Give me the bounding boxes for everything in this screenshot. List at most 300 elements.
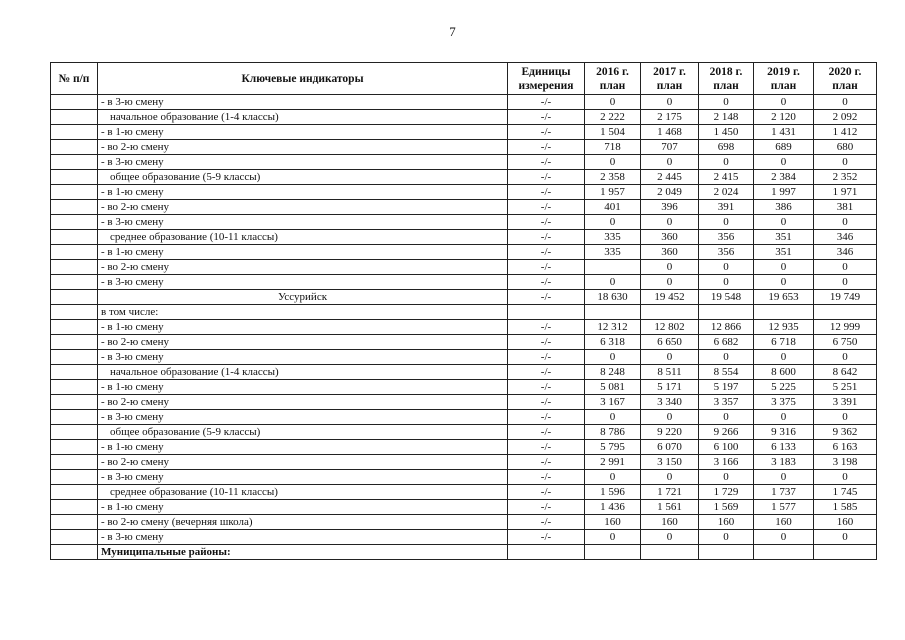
row-num-cell [51,485,98,500]
row-value-2016: 335 [585,230,641,245]
row-value-2017 [641,305,699,320]
row-value-2020: 19 749 [814,290,877,305]
row-value-2017: 0 [641,260,699,275]
header-year-2019 [754,63,814,95]
row-value-2017: 5 171 [641,380,699,395]
row-num-cell [51,515,98,530]
header-year-sub: план [656,79,683,92]
row-num-cell [51,545,98,560]
row-value-2018: 2 148 [699,110,754,125]
row-value-2017: 0 [641,470,699,485]
row-unit: -/- [508,500,585,515]
table-row [51,140,877,155]
table-row [51,395,877,410]
row-num-cell [51,200,98,215]
row-value-2016: 0 [585,275,641,290]
row-unit: -/- [508,335,585,350]
row-value-2016: 8 248 [585,365,641,380]
row-value-2018: 0 [699,350,754,365]
table-row [51,485,877,500]
row-value-2017: 0 [641,530,699,545]
row-label: - в 3-ю смену [98,275,508,290]
row-value-2019: 351 [754,230,814,245]
row-value-2019: 0 [754,275,814,290]
row-unit: -/- [508,485,585,500]
row-value-2019: 0 [754,95,814,110]
row-label: начальное образование (1-4 классы) [98,110,508,125]
table-row [51,110,877,125]
row-value-2016 [585,260,641,275]
header-unit-line1: Единицы [521,65,571,78]
row-num-cell [51,305,98,320]
row-value-2017: 1 561 [641,500,699,515]
row-value-2018: 6 100 [699,440,754,455]
header-year-sub: план [770,79,797,92]
row-value-2017: 19 452 [641,290,699,305]
row-unit: -/- [508,110,585,125]
row-value-2017: 707 [641,140,699,155]
row-unit: -/- [508,350,585,365]
row-value-2016: 718 [585,140,641,155]
table-row [51,290,877,305]
row-num-cell [51,455,98,470]
row-value-2020: 0 [814,275,877,290]
row-value-2020: 8 642 [814,365,877,380]
row-value-2017: 0 [641,155,699,170]
row-value-2020 [814,545,877,560]
table-body [51,95,877,560]
row-unit: -/- [508,515,585,530]
row-value-2016: 0 [585,350,641,365]
row-value-2018 [699,545,754,560]
row-label: - в 3-ю смену [98,350,508,365]
row-num-cell [51,215,98,230]
row-value-2020: 2 352 [814,170,877,185]
row-value-2016 [585,545,641,560]
row-value-2016: 335 [585,245,641,260]
row-value-2020: 346 [814,245,877,260]
row-unit: -/- [508,425,585,440]
header-indicator: Ключевые индикаторы [98,63,508,95]
row-value-2020: 5 251 [814,380,877,395]
table-row [51,410,877,425]
row-value-2019: 0 [754,350,814,365]
row-value-2018: 356 [699,245,754,260]
row-value-2020: 0 [814,95,877,110]
row-value-2016: 12 312 [585,320,641,335]
row-value-2017: 0 [641,275,699,290]
row-value-2019: 160 [754,515,814,530]
header-unit-line2: измерения [518,79,574,92]
row-value-2018: 19 548 [699,290,754,305]
row-value-2017: 0 [641,215,699,230]
row-num-cell [51,335,98,350]
row-value-2018: 2 415 [699,170,754,185]
row-unit: -/- [508,440,585,455]
row-value-2019: 689 [754,140,814,155]
row-value-2018: 0 [699,410,754,425]
row-value-2020: 680 [814,140,877,155]
table-row [51,500,877,515]
row-value-2017: 2 175 [641,110,699,125]
row-value-2018: 0 [699,215,754,230]
row-value-2016: 2 358 [585,170,641,185]
row-value-2019: 1 737 [754,485,814,500]
row-label: в том числе: [98,305,508,320]
table-row [51,260,877,275]
row-value-2018: 698 [699,140,754,155]
row-num-cell [51,425,98,440]
header-year-sub: план [832,79,858,92]
row-unit: -/- [508,290,585,305]
row-value-2019: 12 935 [754,320,814,335]
row-value-2018: 3 357 [699,395,754,410]
row-unit: -/- [508,125,585,140]
header-year-label: 2020 г. [828,65,862,78]
row-unit: -/- [508,200,585,215]
row-num-cell [51,365,98,380]
row-value-2019 [754,545,814,560]
row-value-2016: 0 [585,155,641,170]
row-unit [508,305,585,320]
row-value-2020: 2 092 [814,110,877,125]
row-value-2017: 360 [641,230,699,245]
row-num-cell [51,95,98,110]
row-value-2017: 9 220 [641,425,699,440]
table-row [51,230,877,245]
row-label: - в 3-ю смену [98,530,508,545]
row-num-cell [51,530,98,545]
table-row [51,380,877,395]
row-value-2016: 2 222 [585,110,641,125]
row-value-2016: 3 167 [585,395,641,410]
header-year-2018 [699,63,754,95]
row-value-2017 [641,545,699,560]
header-unit [508,63,585,95]
row-value-2016: 6 318 [585,335,641,350]
row-value-2017: 2 445 [641,170,699,185]
row-unit: -/- [508,215,585,230]
row-value-2019: 0 [754,410,814,425]
row-value-2020: 1 412 [814,125,877,140]
table-row [51,335,877,350]
row-value-2016: 1 957 [585,185,641,200]
row-value-2020: 346 [814,230,877,245]
row-value-2017: 396 [641,200,699,215]
row-value-2019: 6 133 [754,440,814,455]
row-value-2016: 1 596 [585,485,641,500]
header-year-label: 2019 г. [767,65,800,78]
row-label: - во 2-ю смену [98,335,508,350]
row-value-2016: 1 436 [585,500,641,515]
row-unit: -/- [508,410,585,425]
row-num-cell [51,260,98,275]
row-value-2018: 160 [699,515,754,530]
row-label: Уссурийск [98,290,508,305]
row-label: общее образование (5-9 классы) [98,425,508,440]
row-num-cell [51,245,98,260]
row-value-2017: 160 [641,515,699,530]
row-label: среднее образование (10-11 классы) [98,485,508,500]
row-unit: -/- [508,365,585,380]
row-value-2019: 2 120 [754,110,814,125]
row-value-2020: 12 999 [814,320,877,335]
row-value-2019: 386 [754,200,814,215]
row-value-2018: 0 [699,530,754,545]
row-num-cell [51,395,98,410]
row-value-2020: 381 [814,200,877,215]
row-value-2018: 2 024 [699,185,754,200]
row-num-cell [51,140,98,155]
row-label: - в 3-ю смену [98,470,508,485]
row-value-2016: 401 [585,200,641,215]
table-row [51,365,877,380]
row-unit: -/- [508,155,585,170]
row-unit: -/- [508,185,585,200]
row-num-cell [51,230,98,245]
table-row [51,200,877,215]
row-value-2020: 0 [814,260,877,275]
row-value-2020: 0 [814,350,877,365]
row-unit: -/- [508,470,585,485]
row-num-cell [51,470,98,485]
row-unit [508,545,585,560]
row-value-2020: 1 971 [814,185,877,200]
row-label: среднее образование (10-11 классы) [98,230,508,245]
row-unit: -/- [508,380,585,395]
row-value-2019: 0 [754,470,814,485]
table-row [51,425,877,440]
row-label: общее образование (5-9 классы) [98,170,508,185]
row-unit: -/- [508,245,585,260]
row-label: - в 1-ю смену [98,500,508,515]
row-num-cell [51,380,98,395]
row-value-2017: 360 [641,245,699,260]
header-year-sub: план [713,79,739,92]
header-year-2020 [814,63,877,95]
row-value-2017: 1 721 [641,485,699,500]
row-value-2017: 6 070 [641,440,699,455]
row-value-2018: 1 450 [699,125,754,140]
row-value-2016: 0 [585,530,641,545]
row-value-2019: 1 577 [754,500,814,515]
row-num-cell [51,185,98,200]
row-label: - в 3-ю смену [98,215,508,230]
row-value-2016: 160 [585,515,641,530]
row-value-2019: 0 [754,215,814,230]
row-unit: -/- [508,95,585,110]
row-label: - в 1-ю смену [98,320,508,335]
row-value-2018: 0 [699,95,754,110]
row-label: - в 3-ю смену [98,410,508,425]
table-row [51,170,877,185]
row-num-cell [51,290,98,305]
table-row [51,215,877,230]
table-row [51,440,877,455]
row-num-cell [51,110,98,125]
row-value-2017: 2 049 [641,185,699,200]
row-label: начальное образование (1-4 классы) [98,365,508,380]
row-unit: -/- [508,275,585,290]
table-row [51,350,877,365]
row-value-2020: 1 745 [814,485,877,500]
row-value-2018: 391 [699,200,754,215]
row-value-2020: 0 [814,410,877,425]
row-value-2019: 1 997 [754,185,814,200]
row-value-2017: 0 [641,410,699,425]
table-row [51,530,877,545]
table-row [51,470,877,485]
table-row [51,155,877,170]
table-header-row [51,63,877,95]
row-value-2019: 3 375 [754,395,814,410]
row-label: - во 2-ю смену [98,200,508,215]
row-unit: -/- [508,230,585,245]
row-label: - в 1-ю смену [98,245,508,260]
table-row [51,305,877,320]
row-value-2018: 0 [699,155,754,170]
row-label: - в 3-ю смену [98,155,508,170]
row-unit: -/- [508,170,585,185]
row-value-2017: 8 511 [641,365,699,380]
table-row [51,95,877,110]
table-row [51,545,877,560]
row-value-2020: 9 362 [814,425,877,440]
row-value-2020: 0 [814,155,877,170]
row-value-2018: 3 166 [699,455,754,470]
row-value-2019 [754,305,814,320]
row-value-2017: 3 150 [641,455,699,470]
row-value-2020: 0 [814,530,877,545]
row-value-2016: 5 795 [585,440,641,455]
row-value-2016 [585,305,641,320]
header-year-label: 2017 г. [653,65,686,78]
row-value-2016: 18 630 [585,290,641,305]
row-value-2018: 0 [699,260,754,275]
row-value-2020: 1 585 [814,500,877,515]
row-label: - во 2-ю смену [98,395,508,410]
row-label: - во 2-ю смену [98,140,508,155]
row-value-2018: 12 866 [699,320,754,335]
row-value-2016: 1 504 [585,125,641,140]
row-value-2016: 0 [585,410,641,425]
header-year-sub: план [599,79,626,92]
row-value-2020: 3 391 [814,395,877,410]
row-value-2018: 1 569 [699,500,754,515]
row-value-2017: 0 [641,350,699,365]
row-value-2018: 1 729 [699,485,754,500]
row-value-2019: 2 384 [754,170,814,185]
row-label: - в 1-ю смену [98,380,508,395]
row-value-2019: 0 [754,530,814,545]
row-label: - во 2-ю смену (вечерняя школа) [98,515,508,530]
row-value-2017: 6 650 [641,335,699,350]
row-unit: -/- [508,320,585,335]
row-value-2016: 0 [585,215,641,230]
header-year-label: 2018 г. [709,65,743,78]
header-year-2016 [585,63,641,95]
row-value-2019: 3 183 [754,455,814,470]
row-value-2018: 356 [699,230,754,245]
row-value-2016: 5 081 [585,380,641,395]
row-value-2017: 1 468 [641,125,699,140]
row-value-2019: 9 316 [754,425,814,440]
table-row [51,125,877,140]
row-label: - в 1-ю смену [98,185,508,200]
row-value-2019: 6 718 [754,335,814,350]
header-num: № п/п [51,63,98,95]
row-value-2018: 0 [699,470,754,485]
row-unit: -/- [508,530,585,545]
row-value-2020: 0 [814,215,877,230]
row-value-2017: 0 [641,95,699,110]
table-row [51,320,877,335]
row-label: - в 3-ю смену [98,95,508,110]
row-num-cell [51,350,98,365]
row-num-cell [51,155,98,170]
row-num-cell [51,170,98,185]
header-year-label: 2016 г. [596,65,629,78]
row-value-2019: 351 [754,245,814,260]
row-num-cell [51,275,98,290]
row-label: - во 2-ю смену [98,455,508,470]
row-unit: -/- [508,260,585,275]
page-number: 7 [449,24,456,39]
row-value-2018: 8 554 [699,365,754,380]
row-value-2016: 2 991 [585,455,641,470]
row-value-2020: 6 750 [814,335,877,350]
header-year-2017 [641,63,699,95]
row-num-cell [51,410,98,425]
row-value-2019: 0 [754,155,814,170]
row-unit: -/- [508,395,585,410]
row-value-2018: 6 682 [699,335,754,350]
row-unit: -/- [508,140,585,155]
row-value-2018 [699,305,754,320]
row-value-2018: 5 197 [699,380,754,395]
table-row [51,275,877,290]
row-value-2019: 0 [754,260,814,275]
row-num-cell [51,320,98,335]
table-row [51,245,877,260]
row-value-2019: 19 653 [754,290,814,305]
row-value-2016: 8 786 [585,425,641,440]
indicators-table [50,62,877,560]
row-value-2019: 8 600 [754,365,814,380]
row-num-cell [51,440,98,455]
row-value-2019: 1 431 [754,125,814,140]
row-value-2017: 12 802 [641,320,699,335]
row-value-2020 [814,305,877,320]
row-label: - во 2-ю смену [98,260,508,275]
table-row [51,185,877,200]
row-value-2016: 0 [585,470,641,485]
row-value-2020: 0 [814,470,877,485]
row-value-2018: 0 [699,275,754,290]
row-label: Муниципальные районы: [98,545,508,560]
row-value-2020: 3 198 [814,455,877,470]
row-value-2019: 5 225 [754,380,814,395]
row-num-cell [51,500,98,515]
row-value-2020: 160 [814,515,877,530]
table-row [51,515,877,530]
table-row [51,455,877,470]
row-value-2016: 0 [585,95,641,110]
row-value-2020: 6 163 [814,440,877,455]
row-num-cell [51,125,98,140]
row-unit: -/- [508,455,585,470]
row-label: - в 1-ю смену [98,125,508,140]
